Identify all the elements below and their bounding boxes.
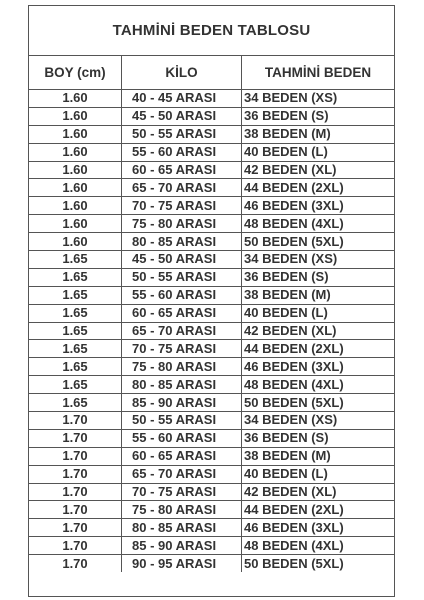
table-row: [29, 286, 394, 304]
table-row: [29, 340, 394, 358]
header-row: [29, 56, 394, 90]
cell-boy: 1.60: [29, 143, 122, 161]
cell-boy: 1.70: [29, 447, 122, 465]
cell-beden: 46 BEDEN (3XL): [242, 197, 395, 215]
cell-beden: 38 BEDEN (M): [242, 286, 395, 304]
cell-beden: 44 BEDEN (2XL): [242, 340, 395, 358]
size-chart: [28, 5, 395, 597]
cell-beden: 34 BEDEN (XS): [242, 251, 395, 269]
table-row: [29, 376, 394, 394]
cell-beden: 50 BEDEN (5XL): [242, 233, 395, 251]
cell-kilo: 60 - 65 ARASI: [122, 161, 242, 179]
cell-boy: 1.70: [29, 483, 122, 501]
cell-boy: 1.70: [29, 519, 122, 537]
cell-kilo: 85 - 90 ARASI: [122, 537, 242, 555]
cell-boy: 1.65: [29, 251, 122, 269]
cell-boy: 1.70: [29, 429, 122, 447]
cell-boy: 1.60: [29, 233, 122, 251]
table-row: [29, 143, 394, 161]
table-row: [29, 519, 394, 537]
cell-boy: 1.60: [29, 90, 122, 108]
table-row: [29, 107, 394, 125]
cell-kilo: 70 - 75 ARASI: [122, 483, 242, 501]
table-row: [29, 268, 394, 286]
cell-beden: 46 BEDEN (3XL): [242, 358, 395, 376]
cell-beden: 34 BEDEN (XS): [242, 90, 395, 108]
table-row: [29, 304, 394, 322]
cell-kilo: 50 - 55 ARASI: [122, 125, 242, 143]
cell-kilo: 75 - 80 ARASI: [122, 358, 242, 376]
cell-kilo: 75 - 80 ARASI: [122, 501, 242, 519]
cell-beden: 42 BEDEN (XL): [242, 322, 395, 340]
table-row: [29, 179, 394, 197]
cell-kilo: 40 - 45 ARASI: [122, 90, 242, 108]
cell-kilo: 80 - 85 ARASI: [122, 376, 242, 394]
cell-boy: 1.60: [29, 161, 122, 179]
cell-boy: 1.65: [29, 286, 122, 304]
cell-kilo: 80 - 85 ARASI: [122, 233, 242, 251]
table-row: [29, 90, 394, 108]
cell-boy: 1.70: [29, 555, 122, 572]
cell-boy: 1.65: [29, 376, 122, 394]
table-body: [29, 90, 394, 573]
cell-kilo: 55 - 60 ARASI: [122, 143, 242, 161]
size-table: [29, 56, 394, 572]
chart-title: TAHMİNİ BEDEN TABLOSU: [29, 6, 394, 56]
cell-kilo: 65 - 70 ARASI: [122, 322, 242, 340]
cell-boy: 1.70: [29, 537, 122, 555]
table-row: [29, 358, 394, 376]
cell-boy: 1.60: [29, 215, 122, 233]
table-row: [29, 197, 394, 215]
table-row: [29, 233, 394, 251]
cell-beden: 36 BEDEN (S): [242, 107, 395, 125]
cell-kilo: 65 - 70 ARASI: [122, 179, 242, 197]
cell-beden: 40 BEDEN (L): [242, 143, 395, 161]
cell-boy: 1.60: [29, 179, 122, 197]
cell-kilo: 85 - 90 ARASI: [122, 394, 242, 412]
cell-boy: 1.65: [29, 322, 122, 340]
table-row: [29, 501, 394, 519]
table-row: [29, 429, 394, 447]
table-row: [29, 555, 394, 572]
cell-boy: 1.65: [29, 358, 122, 376]
cell-beden: 38 BEDEN (M): [242, 125, 395, 143]
table-row: [29, 161, 394, 179]
cell-beden: 36 BEDEN (S): [242, 268, 395, 286]
cell-boy: 1.60: [29, 197, 122, 215]
table-row: [29, 215, 394, 233]
cell-boy: 1.60: [29, 107, 122, 125]
cell-beden: 36 BEDEN (S): [242, 429, 395, 447]
cell-boy: 1.65: [29, 394, 122, 412]
header-kilo: KİLO: [122, 56, 242, 90]
table-row: [29, 465, 394, 483]
cell-kilo: 60 - 65 ARASI: [122, 447, 242, 465]
table-row: [29, 251, 394, 269]
cell-boy: 1.65: [29, 340, 122, 358]
cell-beden: 44 BEDEN (2XL): [242, 179, 395, 197]
cell-boy: 1.65: [29, 304, 122, 322]
cell-kilo: 55 - 60 ARASI: [122, 286, 242, 304]
header-boy: BOY (cm): [29, 56, 122, 90]
cell-boy: 1.70: [29, 465, 122, 483]
table-row: [29, 447, 394, 465]
cell-kilo: 45 - 50 ARASI: [122, 251, 242, 269]
cell-kilo: 70 - 75 ARASI: [122, 340, 242, 358]
cell-beden: 40 BEDEN (L): [242, 465, 395, 483]
cell-kilo: 45 - 50 ARASI: [122, 107, 242, 125]
cell-kilo: 55 - 60 ARASI: [122, 429, 242, 447]
cell-kilo: 75 - 80 ARASI: [122, 215, 242, 233]
cell-beden: 48 BEDEN (4XL): [242, 537, 395, 555]
cell-beden: 42 BEDEN (XL): [242, 483, 395, 501]
cell-beden: 38 BEDEN (M): [242, 447, 395, 465]
table-row: [29, 537, 394, 555]
table-row: [29, 125, 394, 143]
cell-boy: 1.70: [29, 412, 122, 430]
cell-kilo: 60 - 65 ARASI: [122, 304, 242, 322]
cell-beden: 44 BEDEN (2XL): [242, 501, 395, 519]
cell-beden: 42 BEDEN (XL): [242, 161, 395, 179]
cell-kilo: 50 - 55 ARASI: [122, 412, 242, 430]
table-row: [29, 483, 394, 501]
cell-beden: 34 BEDEN (XS): [242, 412, 395, 430]
cell-kilo: 90 - 95 ARASI: [122, 555, 242, 572]
cell-boy: 1.70: [29, 501, 122, 519]
table-row: [29, 322, 394, 340]
table-row: [29, 412, 394, 430]
cell-beden: 48 BEDEN (4XL): [242, 376, 395, 394]
cell-kilo: 65 - 70 ARASI: [122, 465, 242, 483]
cell-kilo: 80 - 85 ARASI: [122, 519, 242, 537]
cell-beden: 50 BEDEN (5XL): [242, 394, 395, 412]
cell-beden: 46 BEDEN (3XL): [242, 519, 395, 537]
table-row: [29, 394, 394, 412]
cell-beden: 48 BEDEN (4XL): [242, 215, 395, 233]
cell-kilo: 50 - 55 ARASI: [122, 268, 242, 286]
cell-beden: 40 BEDEN (L): [242, 304, 395, 322]
header-beden: TAHMİNİ BEDEN: [242, 56, 395, 90]
cell-boy: 1.65: [29, 268, 122, 286]
cell-kilo: 70 - 75 ARASI: [122, 197, 242, 215]
cell-boy: 1.60: [29, 125, 122, 143]
cell-beden: 50 BEDEN (5XL): [242, 555, 395, 572]
